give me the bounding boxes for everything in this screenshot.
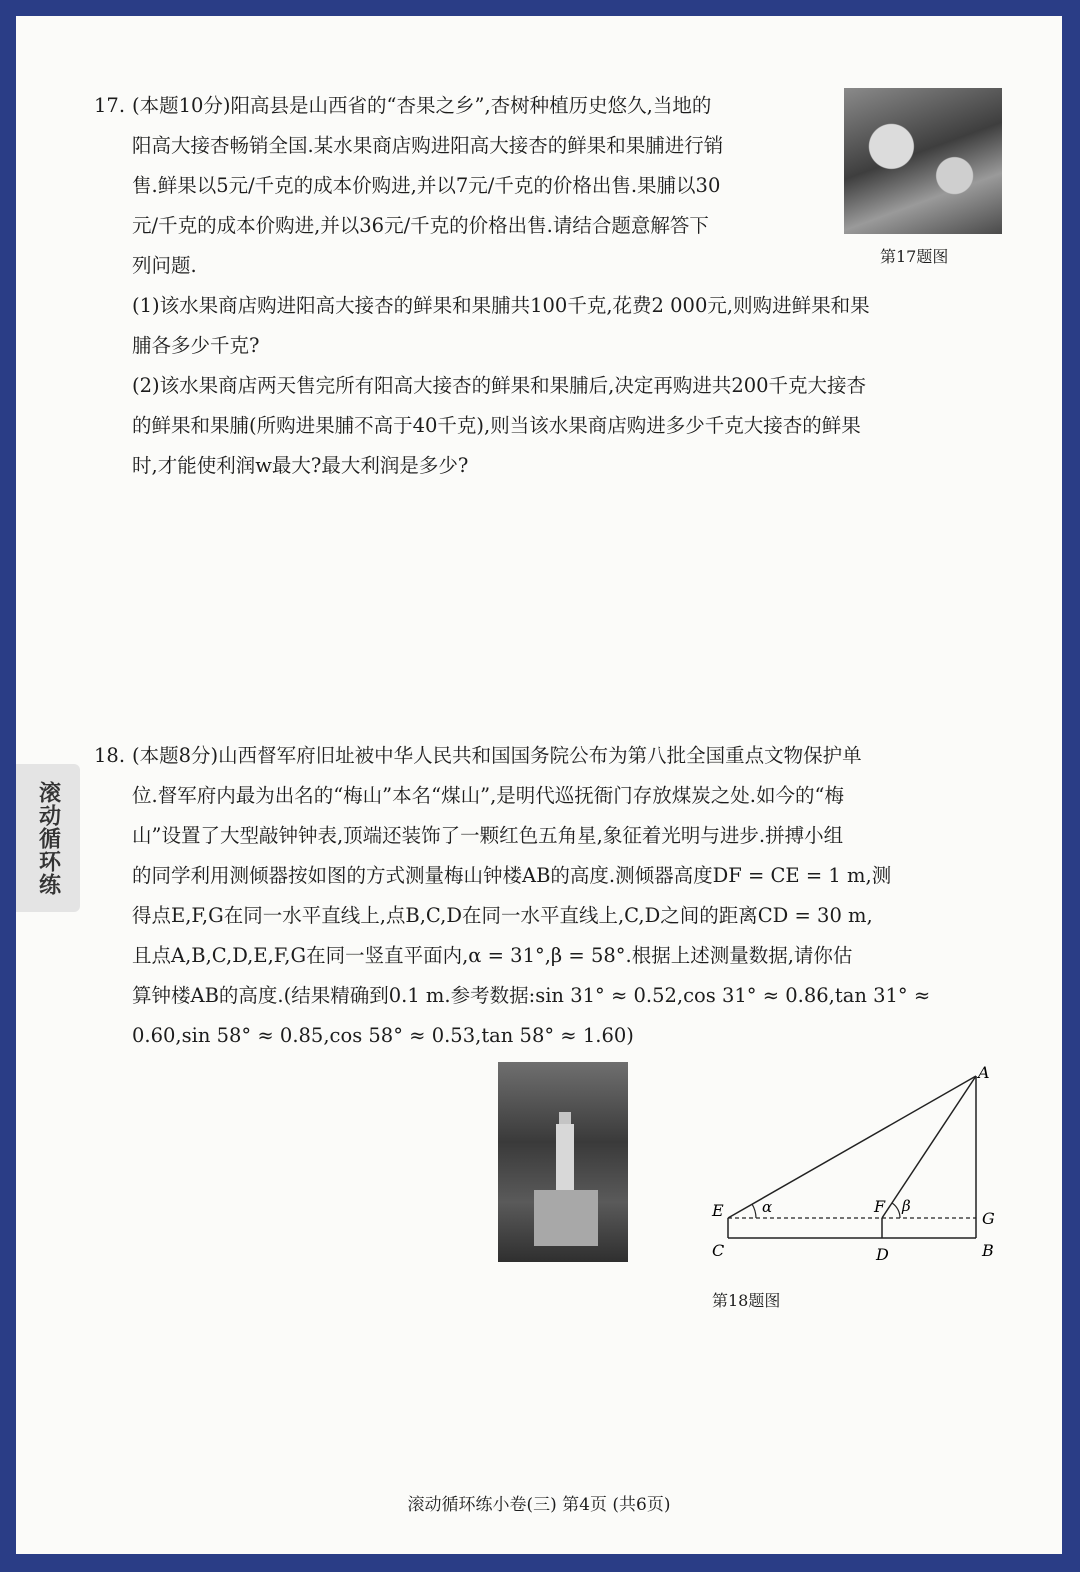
q17-part2-line-1: (2)该水果商店两天售完所有阳高大接杏的鲜果和果脯后,决定再购进共200千克大接杏 xyxy=(132,374,867,397)
question-18 xyxy=(96,736,1001,1056)
q17-line-1: 17. (本题10分)阳高县是山西省的“杏果之乡”,杏树种植历史悠久,当地的 xyxy=(96,86,836,126)
q17-part2-line-2: 的鲜果和果脯(所购进果脯不高于40千克),则当该水果商店购进多少千克大接杏的鲜果 xyxy=(132,414,861,437)
q17-part1-line-2: 脯各多少千克? xyxy=(132,334,260,357)
segment-fa xyxy=(882,1076,976,1218)
q17-line-3: 售.鲜果以5元/千克的成本价购进,并以7元/千克的价格出售.果脯以30 xyxy=(132,174,721,197)
q18-line-1: 18. (本题8分)山西督军府旧址被中华人民共和国国务院公布为第八批全国重点文物保护单 xyxy=(96,736,1001,776)
clock-tower-photo xyxy=(498,1062,628,1262)
label-f: F xyxy=(874,1197,886,1216)
label-b: B xyxy=(982,1241,994,1260)
label-alpha: α xyxy=(762,1198,773,1216)
q18-line-4: 的同学利用测倾器按如图的方式测量梅山钟楼AB的高度.测倾器高度DF = CE = 1 m,测 xyxy=(132,864,892,887)
q18-line-3: 山”设置了大型敲钟钟表,顶端还装饰了一颗红色五角星,象征着光明与进步.拼搏小组 xyxy=(132,824,844,847)
q17-line-2: 阳高大接杏畅销全国.某水果商店购进阳高大接杏的鲜果和果脯进行销 xyxy=(132,134,724,157)
q18-number: 18. xyxy=(94,744,126,767)
q18-line-8: 0.60,sin 58° ≈ 0.85,cos 58° ≈ 0.53,tan 58° ≈ 1.60) xyxy=(132,1024,634,1047)
side-tab xyxy=(16,764,80,912)
q18-line-6: 且点A,B,C,D,E,F,G在同一竖直平面内,α = 31°,β = 58°.根据上述测量数据,请你估 xyxy=(132,944,853,967)
figure-18-caption: 第18题图 xyxy=(712,1291,781,1310)
figure-17-caption: 第17题图 xyxy=(880,247,949,266)
side-tab-label: 滚动循环练 xyxy=(35,780,61,896)
alpha-arc xyxy=(752,1204,756,1218)
q17-part2-line-3: 时,才能使利润w最大?最大利润是多少? xyxy=(132,454,469,477)
beta-arc xyxy=(892,1203,900,1218)
q18-line-2: 位.督军府内最为出名的“梅山”本名“煤山”,是明代巡抚衙门存放煤炭之处.如今的“梅 xyxy=(132,784,844,807)
exam-page xyxy=(16,16,1062,1554)
label-c: C xyxy=(712,1241,725,1260)
apricot-photo xyxy=(844,88,1002,234)
q17-line-5: 列问题. xyxy=(132,254,197,277)
label-g: G xyxy=(982,1209,995,1228)
label-e: E xyxy=(712,1201,724,1220)
geometry-diagram xyxy=(706,1066,1026,1276)
label-a: A xyxy=(978,1066,990,1082)
q17-number: 17. xyxy=(94,94,126,117)
q18-line-7: 算钟楼AB的高度.(结果精确到0.1 m.参考数据:sin 31° ≈ 0.52,cos 31° ≈ 0.86,tan 31° ≈ xyxy=(132,984,931,1007)
label-beta: β xyxy=(902,1197,911,1215)
q18-line-5: 得点E,F,G在同一水平直线上,点B,C,D在同一水平直线上,C,D之间的距离CD = 30 m, xyxy=(132,904,873,927)
q17-line-4: 元/千克的成本价购进,并以36元/千克的价格出售.请结合题意解答下 xyxy=(132,214,709,237)
page-footer: 滚动循环练小卷(三) 第4页 (共6页) xyxy=(407,1495,671,1515)
segment-ea xyxy=(728,1076,976,1218)
label-d: D xyxy=(876,1245,889,1264)
q17-part1-line-1: (1)该水果商店购进阳高大接杏的鲜果和果脯共100千克,花费2 000元,则购进鲜果和果 xyxy=(132,294,870,317)
